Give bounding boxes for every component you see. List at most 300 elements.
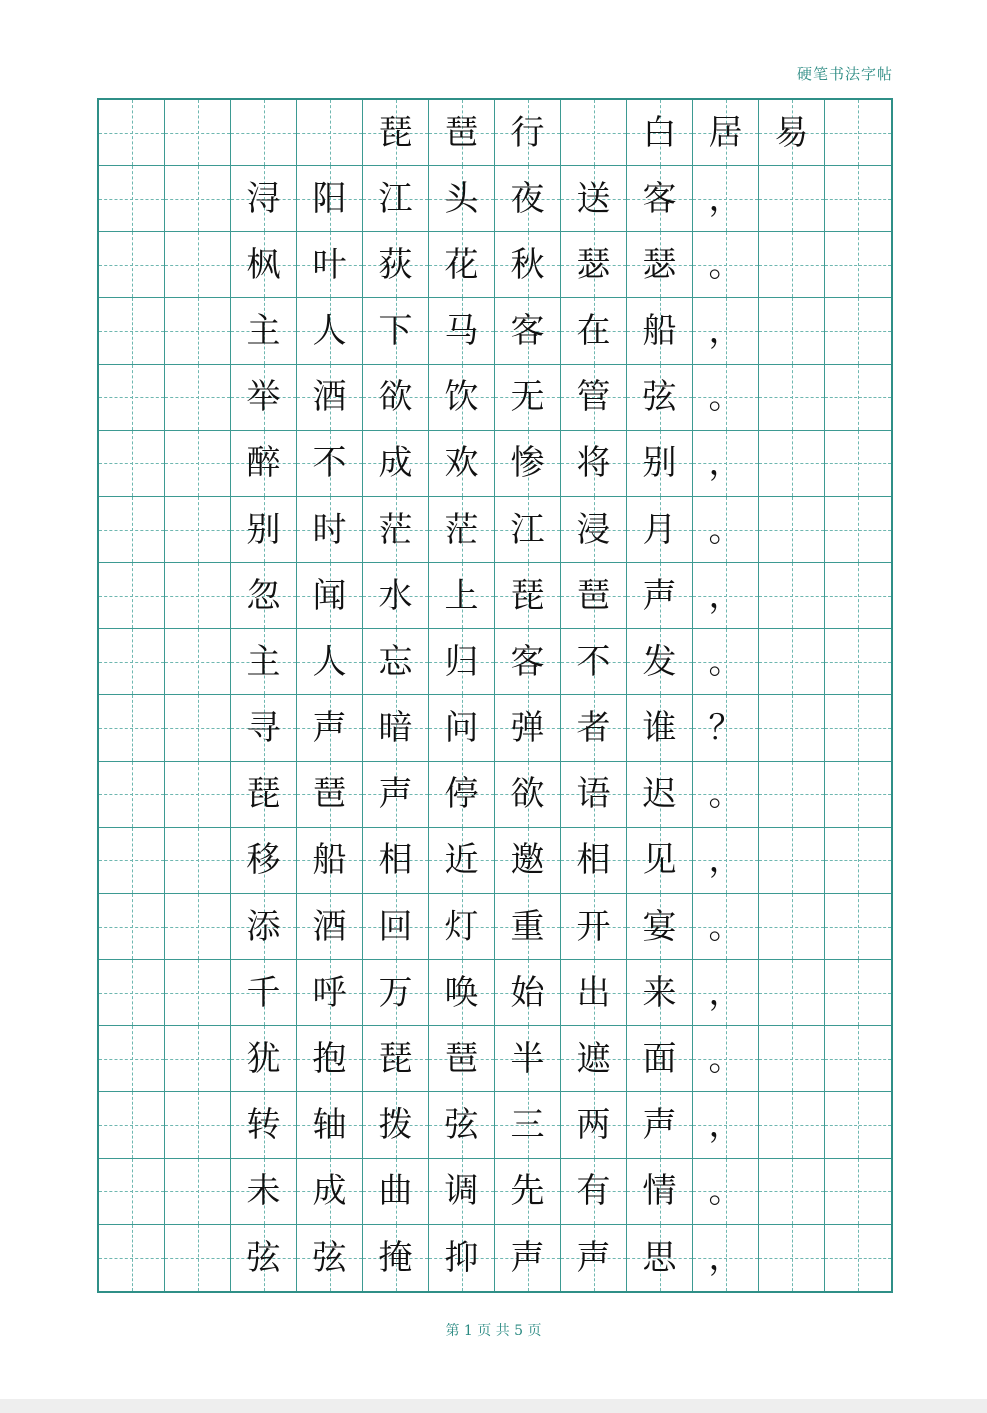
grid-cell [825, 762, 891, 828]
character: 人 [312, 641, 347, 682]
character: 花 [444, 244, 479, 285]
character: 主 [246, 641, 281, 682]
grid-cell [495, 563, 561, 629]
character: 掩 [378, 1237, 413, 1278]
grid-cell [561, 960, 627, 1026]
character: 琵 [246, 774, 281, 815]
grid-cell [693, 1225, 759, 1291]
character: 宴 [642, 906, 677, 947]
grid-cell [297, 365, 363, 431]
grid-cell [99, 894, 165, 960]
grid-cell [297, 1092, 363, 1158]
grid-cell [363, 1225, 429, 1291]
character: 重 [510, 906, 545, 947]
character: 无 [510, 377, 545, 418]
grid-cell [495, 166, 561, 232]
character: 江 [510, 509, 545, 550]
character: 弦 [642, 377, 677, 418]
grid-cell [693, 365, 759, 431]
character: 瑟 [576, 244, 611, 285]
character: 船 [312, 840, 347, 881]
grid-cell [165, 828, 231, 894]
character: 谁 [642, 708, 677, 749]
grid-cell [99, 1026, 165, 1092]
character: 琶 [444, 1038, 479, 1079]
grid-cell [165, 1026, 231, 1092]
grid-cell [297, 497, 363, 563]
grid-cell [495, 100, 561, 166]
character: 时 [312, 509, 347, 550]
character: ， [708, 1105, 743, 1146]
grid-cell [561, 100, 627, 166]
grid-cell [759, 232, 825, 298]
character: 遮 [576, 1038, 611, 1079]
grid-cell [99, 1225, 165, 1291]
grid-cell [429, 298, 495, 364]
grid-cell [627, 894, 693, 960]
grid-cell [759, 762, 825, 828]
grid-cell [297, 563, 363, 629]
character: 琵 [378, 112, 413, 153]
character: 来 [642, 972, 677, 1013]
grid-cell [627, 497, 693, 563]
character: 抑 [444, 1237, 479, 1278]
grid-cell [297, 960, 363, 1026]
grid-cell [759, 431, 825, 497]
character: 先 [510, 1171, 545, 1212]
character: 移 [246, 840, 281, 881]
character: 客 [510, 311, 545, 352]
grid-cell [627, 828, 693, 894]
grid-cell [99, 431, 165, 497]
character: ？ [708, 708, 743, 749]
grid-cell [495, 762, 561, 828]
character: 弦 [312, 1237, 347, 1278]
grid-cell [165, 1092, 231, 1158]
grid-cell [627, 298, 693, 364]
character: 白 [642, 112, 677, 153]
grid-cell [627, 1092, 693, 1158]
character: ， [708, 972, 743, 1013]
grid-cell [429, 629, 495, 695]
character: 客 [642, 178, 677, 219]
character: 相 [378, 840, 413, 881]
character: 问 [444, 708, 479, 749]
grid-cell [825, 298, 891, 364]
grid-cell [297, 431, 363, 497]
grid-cell [825, 431, 891, 497]
character: 拨 [378, 1105, 413, 1146]
character: 送 [576, 178, 611, 219]
grid-cell [363, 563, 429, 629]
grid-cell [429, 762, 495, 828]
grid-cell [825, 1092, 891, 1158]
grid-cell [429, 166, 495, 232]
character: 居 [708, 112, 743, 153]
grid-cell [759, 497, 825, 563]
character: 江 [378, 178, 413, 219]
grid-cell [231, 762, 297, 828]
character: 枫 [246, 244, 281, 285]
grid-cell [759, 828, 825, 894]
grid-cell [363, 100, 429, 166]
grid-cell [363, 232, 429, 298]
character: 酒 [312, 906, 347, 947]
grid-cell [231, 166, 297, 232]
grid-cell [627, 431, 693, 497]
character: 弹 [510, 708, 545, 749]
grid-cell [693, 762, 759, 828]
grid-cell [165, 431, 231, 497]
grid-cell [165, 629, 231, 695]
grid-cell [297, 1026, 363, 1092]
grid-cell [99, 497, 165, 563]
grid-cell [165, 298, 231, 364]
grid-cell [495, 960, 561, 1026]
grid-cell [297, 629, 363, 695]
grid-cell [231, 100, 297, 166]
character: 情 [642, 1171, 677, 1212]
grid-cell [693, 828, 759, 894]
grid-cell [495, 894, 561, 960]
character: 欢 [444, 443, 479, 484]
grid-cell [99, 298, 165, 364]
grid-cell [231, 1092, 297, 1158]
grid-cell [759, 166, 825, 232]
grid-cell [693, 100, 759, 166]
character: 饮 [444, 377, 479, 418]
grid-cell [429, 497, 495, 563]
character: 人 [312, 311, 347, 352]
grid-cell [231, 365, 297, 431]
grid-cell [495, 1026, 561, 1092]
grid-cell [561, 431, 627, 497]
grid-cell [495, 828, 561, 894]
character: 忽 [246, 575, 281, 616]
grid-cell [825, 232, 891, 298]
grid-cell [429, 365, 495, 431]
character: 茫 [378, 509, 413, 550]
grid-cell [561, 563, 627, 629]
character: 回 [378, 906, 413, 947]
grid-cell [693, 431, 759, 497]
grid-cell [693, 166, 759, 232]
character: ， [708, 178, 743, 219]
character: 停 [444, 774, 479, 815]
character: 千 [246, 972, 281, 1013]
grid-cell [495, 1225, 561, 1291]
grid-cell [759, 1026, 825, 1092]
grid-cell [627, 960, 693, 1026]
grid-cell [825, 1159, 891, 1225]
character: 弦 [246, 1237, 281, 1278]
character: 。 [708, 1171, 743, 1212]
grid-cell [825, 497, 891, 563]
grid-cell [495, 431, 561, 497]
character: 调 [444, 1171, 479, 1212]
character: ， [708, 1237, 743, 1278]
character: 呼 [312, 972, 347, 1013]
character: 犹 [246, 1038, 281, 1079]
character: 暗 [378, 708, 413, 749]
character: 曲 [378, 1171, 413, 1212]
character: 别 [642, 443, 677, 484]
character: 琶 [312, 774, 347, 815]
character: 秋 [510, 244, 545, 285]
grid-cell [627, 563, 693, 629]
grid-cell [99, 629, 165, 695]
character: 管 [576, 377, 611, 418]
character: 成 [312, 1171, 347, 1212]
grid-cell [825, 828, 891, 894]
character: 浸 [576, 509, 611, 550]
grid-cell [627, 365, 693, 431]
grid-cell [693, 960, 759, 1026]
grid-cell [693, 497, 759, 563]
character: 闻 [312, 575, 347, 616]
character: 琶 [444, 112, 479, 153]
grid-cell [165, 960, 231, 1026]
grid-cell [561, 629, 627, 695]
grid-cell [429, 894, 495, 960]
grid-cell [825, 1225, 891, 1291]
grid-cell [231, 1225, 297, 1291]
character: 茫 [444, 509, 479, 550]
character: 声 [378, 774, 413, 815]
grid-cell [429, 695, 495, 761]
grid-cell [231, 298, 297, 364]
character: 迟 [642, 774, 677, 815]
page-number: 第 1 页 共 5 页 [445, 1323, 542, 1339]
grid-cell [693, 1026, 759, 1092]
grid-cell [429, 232, 495, 298]
grid-cell [561, 828, 627, 894]
character: 开 [576, 906, 611, 947]
grid-cell [825, 563, 891, 629]
character: ， [708, 443, 743, 484]
grid-cell [363, 1159, 429, 1225]
grid-cell [825, 1026, 891, 1092]
character: 不 [312, 443, 347, 484]
character: 转 [246, 1105, 281, 1146]
character: 将 [576, 443, 611, 484]
grid-cell [495, 298, 561, 364]
character: 面 [642, 1038, 677, 1079]
character: 船 [642, 311, 677, 352]
character: 欲 [378, 377, 413, 418]
grid-cell [363, 828, 429, 894]
grid-cell [759, 1225, 825, 1291]
grid-cell [495, 365, 561, 431]
grid-cell [627, 762, 693, 828]
character: 客 [510, 641, 545, 682]
character: 语 [576, 774, 611, 815]
character: 琵 [510, 575, 545, 616]
character: 荻 [378, 244, 413, 285]
grid-cell [627, 100, 693, 166]
character: 主 [246, 311, 281, 352]
character: 。 [708, 377, 743, 418]
grid-cell [363, 629, 429, 695]
character: 月 [642, 509, 677, 550]
grid-cell [759, 365, 825, 431]
character: 。 [708, 1038, 743, 1079]
grid-cell [561, 365, 627, 431]
grid-cell [561, 1159, 627, 1225]
character: 不 [576, 641, 611, 682]
character: 马 [444, 311, 479, 352]
grid-cell [429, 1026, 495, 1092]
character: 声 [642, 1105, 677, 1146]
grid-cell [429, 960, 495, 1026]
grid-cell [363, 960, 429, 1026]
grid-cell [363, 166, 429, 232]
grid-cell [627, 166, 693, 232]
grid-cell [759, 960, 825, 1026]
character: 者 [576, 708, 611, 749]
grid-cell [825, 166, 891, 232]
grid-cell [759, 695, 825, 761]
grid-cell [165, 762, 231, 828]
character: 始 [510, 972, 545, 1013]
character: 寻 [246, 708, 281, 749]
character: 万 [378, 972, 413, 1013]
grid-cell [231, 828, 297, 894]
character: 声 [576, 1237, 611, 1278]
character: 未 [246, 1171, 281, 1212]
character: 声 [642, 575, 677, 616]
grid-cell [429, 1225, 495, 1291]
grid-cell [561, 1092, 627, 1158]
grid-cell [297, 762, 363, 828]
character: 水 [378, 575, 413, 616]
character: 有 [576, 1171, 611, 1212]
grid-cell [99, 960, 165, 1026]
grid-cell [759, 1092, 825, 1158]
grid-cell [99, 563, 165, 629]
grid-cell [99, 1092, 165, 1158]
grid-cell [99, 232, 165, 298]
grid-cell [99, 828, 165, 894]
grid-cell [363, 1026, 429, 1092]
character: 。 [708, 774, 743, 815]
grid-cell [825, 960, 891, 1026]
viewer-bottom-edge [0, 1399, 987, 1413]
grid-cell [627, 232, 693, 298]
character: 灯 [444, 906, 479, 947]
character: 见 [642, 840, 677, 881]
grid-cell [759, 563, 825, 629]
character: 成 [378, 443, 413, 484]
grid-cell [693, 1159, 759, 1225]
grid-cell [561, 497, 627, 563]
grid-cell [297, 298, 363, 364]
character: 声 [510, 1237, 545, 1278]
grid-cell [429, 563, 495, 629]
grid-cell [429, 828, 495, 894]
grid-cell [693, 894, 759, 960]
grid-cell [231, 1159, 297, 1225]
grid-cell [693, 298, 759, 364]
grid-cell [495, 497, 561, 563]
character: 欲 [510, 774, 545, 815]
grid-cell [165, 365, 231, 431]
grid-cell [231, 894, 297, 960]
grid-cell [627, 629, 693, 695]
grid-cell [297, 166, 363, 232]
grid-cell [429, 100, 495, 166]
character: 邀 [510, 840, 545, 881]
grid-cell [165, 100, 231, 166]
grid-cell [165, 166, 231, 232]
character: 声 [312, 708, 347, 749]
grid-cell [561, 894, 627, 960]
grid-cell [231, 497, 297, 563]
grid-cell [693, 563, 759, 629]
character: 添 [246, 906, 281, 947]
grid-cell [759, 1159, 825, 1225]
character: 阳 [312, 178, 347, 219]
grid-cell [363, 894, 429, 960]
character: 弦 [444, 1105, 479, 1146]
character: 举 [246, 377, 281, 418]
grid-cell [99, 100, 165, 166]
grid-cell [231, 960, 297, 1026]
grid-cell [627, 1159, 693, 1225]
character: 叶 [312, 244, 347, 285]
grid-cell [693, 695, 759, 761]
grid-cell [825, 365, 891, 431]
grid-cell [561, 298, 627, 364]
character: 归 [444, 641, 479, 682]
grid-cell [693, 232, 759, 298]
grid-cell [231, 431, 297, 497]
grid-cell [165, 563, 231, 629]
character: 浔 [246, 178, 281, 219]
grid-cell [297, 894, 363, 960]
character: 下 [378, 311, 413, 352]
grid-cell [363, 298, 429, 364]
character: 。 [708, 906, 743, 947]
character: 惨 [510, 443, 545, 484]
grid-cell [363, 1092, 429, 1158]
character: ， [708, 311, 743, 352]
character: 轴 [312, 1105, 347, 1146]
grid-cell [297, 828, 363, 894]
grid-cell [165, 1225, 231, 1291]
character: 。 [708, 641, 743, 682]
character: 头 [444, 178, 479, 219]
grid-cell [99, 762, 165, 828]
character: 出 [576, 972, 611, 1013]
character: 酒 [312, 377, 347, 418]
grid-cell [231, 232, 297, 298]
character: 上 [444, 575, 479, 616]
character: ， [708, 575, 743, 616]
grid-cell [363, 695, 429, 761]
grid-cell [231, 629, 297, 695]
grid-cell [429, 1159, 495, 1225]
grid-cell [429, 431, 495, 497]
character: 行 [510, 112, 545, 153]
character: 易 [774, 112, 809, 153]
character: 琵 [378, 1038, 413, 1079]
grid-cell [693, 1092, 759, 1158]
character: 三 [510, 1105, 545, 1146]
character: 琶 [576, 575, 611, 616]
grid-cell [627, 695, 693, 761]
character: 发 [642, 641, 677, 682]
